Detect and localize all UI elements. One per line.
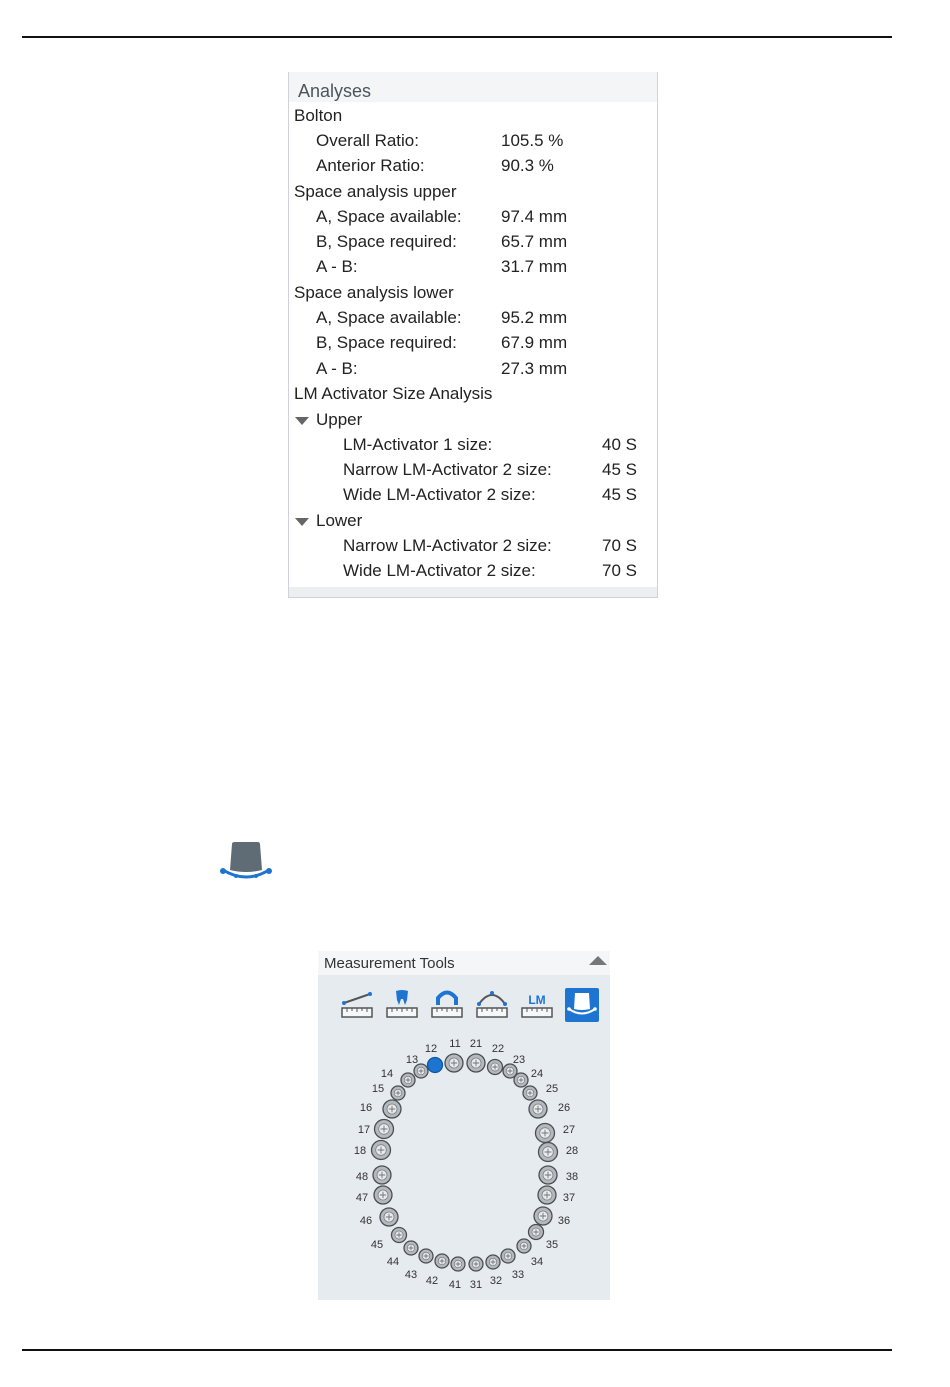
tooth-number-34: 34 — [530, 1256, 544, 1268]
wide-activator-value: 70 S — [602, 561, 637, 580]
tooth-44[interactable] — [404, 1241, 418, 1255]
bolton-anterior-row — [289, 154, 657, 178]
tooth-number-33: 33 — [511, 1269, 525, 1281]
tooth-number-13: 13 — [405, 1054, 419, 1066]
space-lower-ab-row — [289, 357, 657, 381]
anterior-ratio-label: Anterior Ratio: — [316, 156, 425, 175]
tooth-24[interactable] — [514, 1073, 528, 1087]
space-required-label: B, Space required: — [316, 232, 457, 251]
tooth-number-17: 17 — [357, 1124, 371, 1136]
tooth-number-36: 36 — [557, 1215, 571, 1227]
space-available-value: 97.4 mm — [501, 207, 568, 226]
tooth-46[interactable] — [380, 1208, 398, 1226]
tooth-37[interactable] — [538, 1186, 556, 1204]
tooth-32[interactable] — [486, 1255, 500, 1269]
analyses-panel — [288, 72, 658, 598]
overall-ratio-value: 105.5 % — [501, 131, 564, 150]
tooth-number-44: 44 — [386, 1256, 400, 1268]
tooth-41[interactable] — [451, 1257, 465, 1271]
tooth-18[interactable] — [372, 1141, 391, 1160]
tooth-number-37: 37 — [562, 1192, 576, 1204]
tooth-number-48: 48 — [355, 1171, 369, 1183]
measurement-tools-title: Measurement Tools — [324, 955, 455, 972]
a-minus-b-label: A - B: — [316, 257, 358, 276]
tooth-number-14: 14 — [380, 1068, 394, 1080]
tooth-number-12: 12 — [424, 1043, 438, 1055]
tooth-21[interactable] — [467, 1054, 485, 1072]
overall-ratio-label: Overall Ratio: — [316, 131, 419, 150]
tooth-16[interactable] — [383, 1100, 401, 1118]
tooth-38[interactable] — [539, 1166, 557, 1184]
tooth-number-28: 28 — [565, 1145, 579, 1157]
tooth-36[interactable] — [534, 1207, 552, 1225]
distance-ruler-icon[interactable] — [340, 988, 374, 1022]
tooth-42[interactable] — [435, 1254, 449, 1268]
tooth-12[interactable] — [428, 1058, 443, 1073]
tooth-number-25: 25 — [545, 1083, 559, 1095]
tooth-35[interactable] — [529, 1225, 544, 1240]
space-lower-heading: Space analysis lower — [294, 283, 454, 302]
tooth-27[interactable] — [536, 1124, 555, 1143]
measurement-tools-header[interactable] — [318, 951, 610, 975]
lm-upper-label: Upper — [316, 410, 363, 429]
tooth-number-42: 42 — [425, 1275, 439, 1287]
lm-lower-label: Lower — [316, 511, 363, 530]
tooth-number-38: 38 — [565, 1171, 579, 1183]
analyses-scroll-footer — [289, 587, 657, 597]
tooth-11[interactable] — [445, 1054, 463, 1072]
tooth-48[interactable] — [373, 1166, 391, 1184]
wide-activator-value: 45 S — [602, 485, 637, 504]
lm-ruler-icon[interactable] — [520, 988, 554, 1022]
tooth-number-27: 27 — [562, 1124, 576, 1136]
lm-upper-group[interactable] — [289, 408, 657, 432]
space-required-value: 67.9 mm — [501, 333, 568, 352]
space-upper-a-row — [289, 205, 657, 229]
collapse-triangle-icon[interactable] — [589, 956, 607, 965]
narrow-activator-value: 45 S — [602, 460, 637, 479]
space-required-value: 65.7 mm — [501, 232, 568, 251]
lm-activator-1-value: 40 S — [602, 435, 637, 454]
lm-lower-narrow-row — [289, 534, 657, 558]
tooth-14[interactable] — [401, 1073, 415, 1087]
tooth-number-23: 23 — [512, 1054, 526, 1066]
tooth-45[interactable] — [392, 1228, 407, 1243]
space-upper-heading: Space analysis upper — [294, 182, 457, 201]
page-bottom-rule — [22, 1349, 892, 1351]
tooth-22[interactable] — [488, 1060, 503, 1075]
narrow-activator-label: Narrow LM-Activator 2 size: — [343, 536, 552, 555]
wide-activator-label: Wide LM-Activator 2 size: — [343, 561, 536, 580]
tooth-34[interactable] — [517, 1239, 531, 1253]
tooth-26[interactable] — [529, 1100, 547, 1118]
tooth-number-22: 22 — [491, 1043, 505, 1055]
tooth-number-31: 31 — [469, 1279, 483, 1291]
tooth-13[interactable] — [414, 1064, 428, 1078]
lm-lower-wide-row — [289, 559, 657, 583]
tooth-number-47: 47 — [355, 1192, 369, 1204]
tooth-15[interactable] — [391, 1086, 405, 1100]
space-upper-b-row — [289, 230, 657, 254]
tooth-number-46: 46 — [359, 1215, 373, 1227]
tooth-number-16: 16 — [359, 1102, 373, 1114]
tooth-number-24: 24 — [530, 1068, 544, 1080]
tooth-31[interactable] — [469, 1257, 483, 1271]
lm-heading: LM Activator Size Analysis — [294, 384, 493, 403]
tooth-number-32: 32 — [489, 1275, 503, 1287]
tooth-number-43: 43 — [404, 1269, 418, 1281]
lm-upper-narrow-row — [289, 458, 657, 482]
anterior-ratio-value: 90.3 % — [501, 156, 554, 175]
tooth-17[interactable] — [375, 1120, 394, 1139]
tooth-number-41: 41 — [448, 1279, 462, 1291]
narrow-activator-label: Narrow LM-Activator 2 size: — [343, 460, 552, 479]
space-available-label: A, Space available: — [316, 308, 462, 327]
lm-lower-group[interactable] — [289, 509, 657, 533]
space-available-value: 95.2 mm — [501, 308, 568, 327]
space-lower-b-row — [289, 331, 657, 355]
expand-triangle-icon[interactable] — [295, 417, 309, 425]
bolton-overall-row — [289, 129, 657, 153]
space-lower-a-row — [289, 306, 657, 330]
space-required-label: B, Space required: — [316, 333, 457, 352]
narrow-activator-value: 70 S — [602, 536, 637, 555]
lm-activator-1-label: LM-Activator 1 size: — [343, 435, 493, 454]
bolton-heading: Bolton — [294, 106, 343, 125]
a-minus-b-label: A - B: — [316, 359, 358, 378]
tooth-43[interactable] — [419, 1249, 433, 1263]
space-upper-ab-row — [289, 255, 657, 279]
analyses-title: Analyses — [289, 72, 657, 102]
tooth-25[interactable] — [523, 1086, 537, 1100]
tooth-33[interactable] — [501, 1249, 515, 1263]
tooth-number-18: 18 — [353, 1145, 367, 1157]
wide-activator-label: Wide LM-Activator 2 size: — [343, 485, 536, 504]
tooth-number-35: 35 — [545, 1239, 559, 1251]
tooth-47[interactable] — [374, 1186, 392, 1204]
a-minus-b-value: 31.7 mm — [501, 257, 568, 276]
space-available-label: A, Space available: — [316, 207, 462, 226]
tooth-number-45: 45 — [370, 1239, 384, 1251]
tooth-number-11: 11 — [449, 1038, 461, 1050]
page-top-rule — [22, 36, 892, 38]
tooth-number-26: 26 — [557, 1102, 571, 1114]
lm-text: LM — [528, 993, 546, 1007]
tooth-28[interactable] — [539, 1143, 558, 1162]
lm-upper-act1-row — [289, 433, 657, 457]
tooth-number-21: 21 — [469, 1038, 483, 1050]
tooth-number-15: 15 — [371, 1083, 385, 1095]
occlusion-tool-button[interactable] — [565, 988, 599, 1022]
occlusion-icon — [218, 840, 274, 884]
a-minus-b-value: 27.3 mm — [501, 359, 568, 378]
arch-length-ruler-icon[interactable] — [475, 988, 509, 1022]
tooth-width-ruler-icon[interactable] — [385, 988, 419, 1022]
expand-triangle-icon[interactable] — [295, 518, 309, 526]
lm-upper-wide-row — [289, 483, 657, 507]
arch-width-ruler-icon[interactable] — [430, 988, 464, 1022]
measurement-tools-panel — [318, 951, 610, 1300]
